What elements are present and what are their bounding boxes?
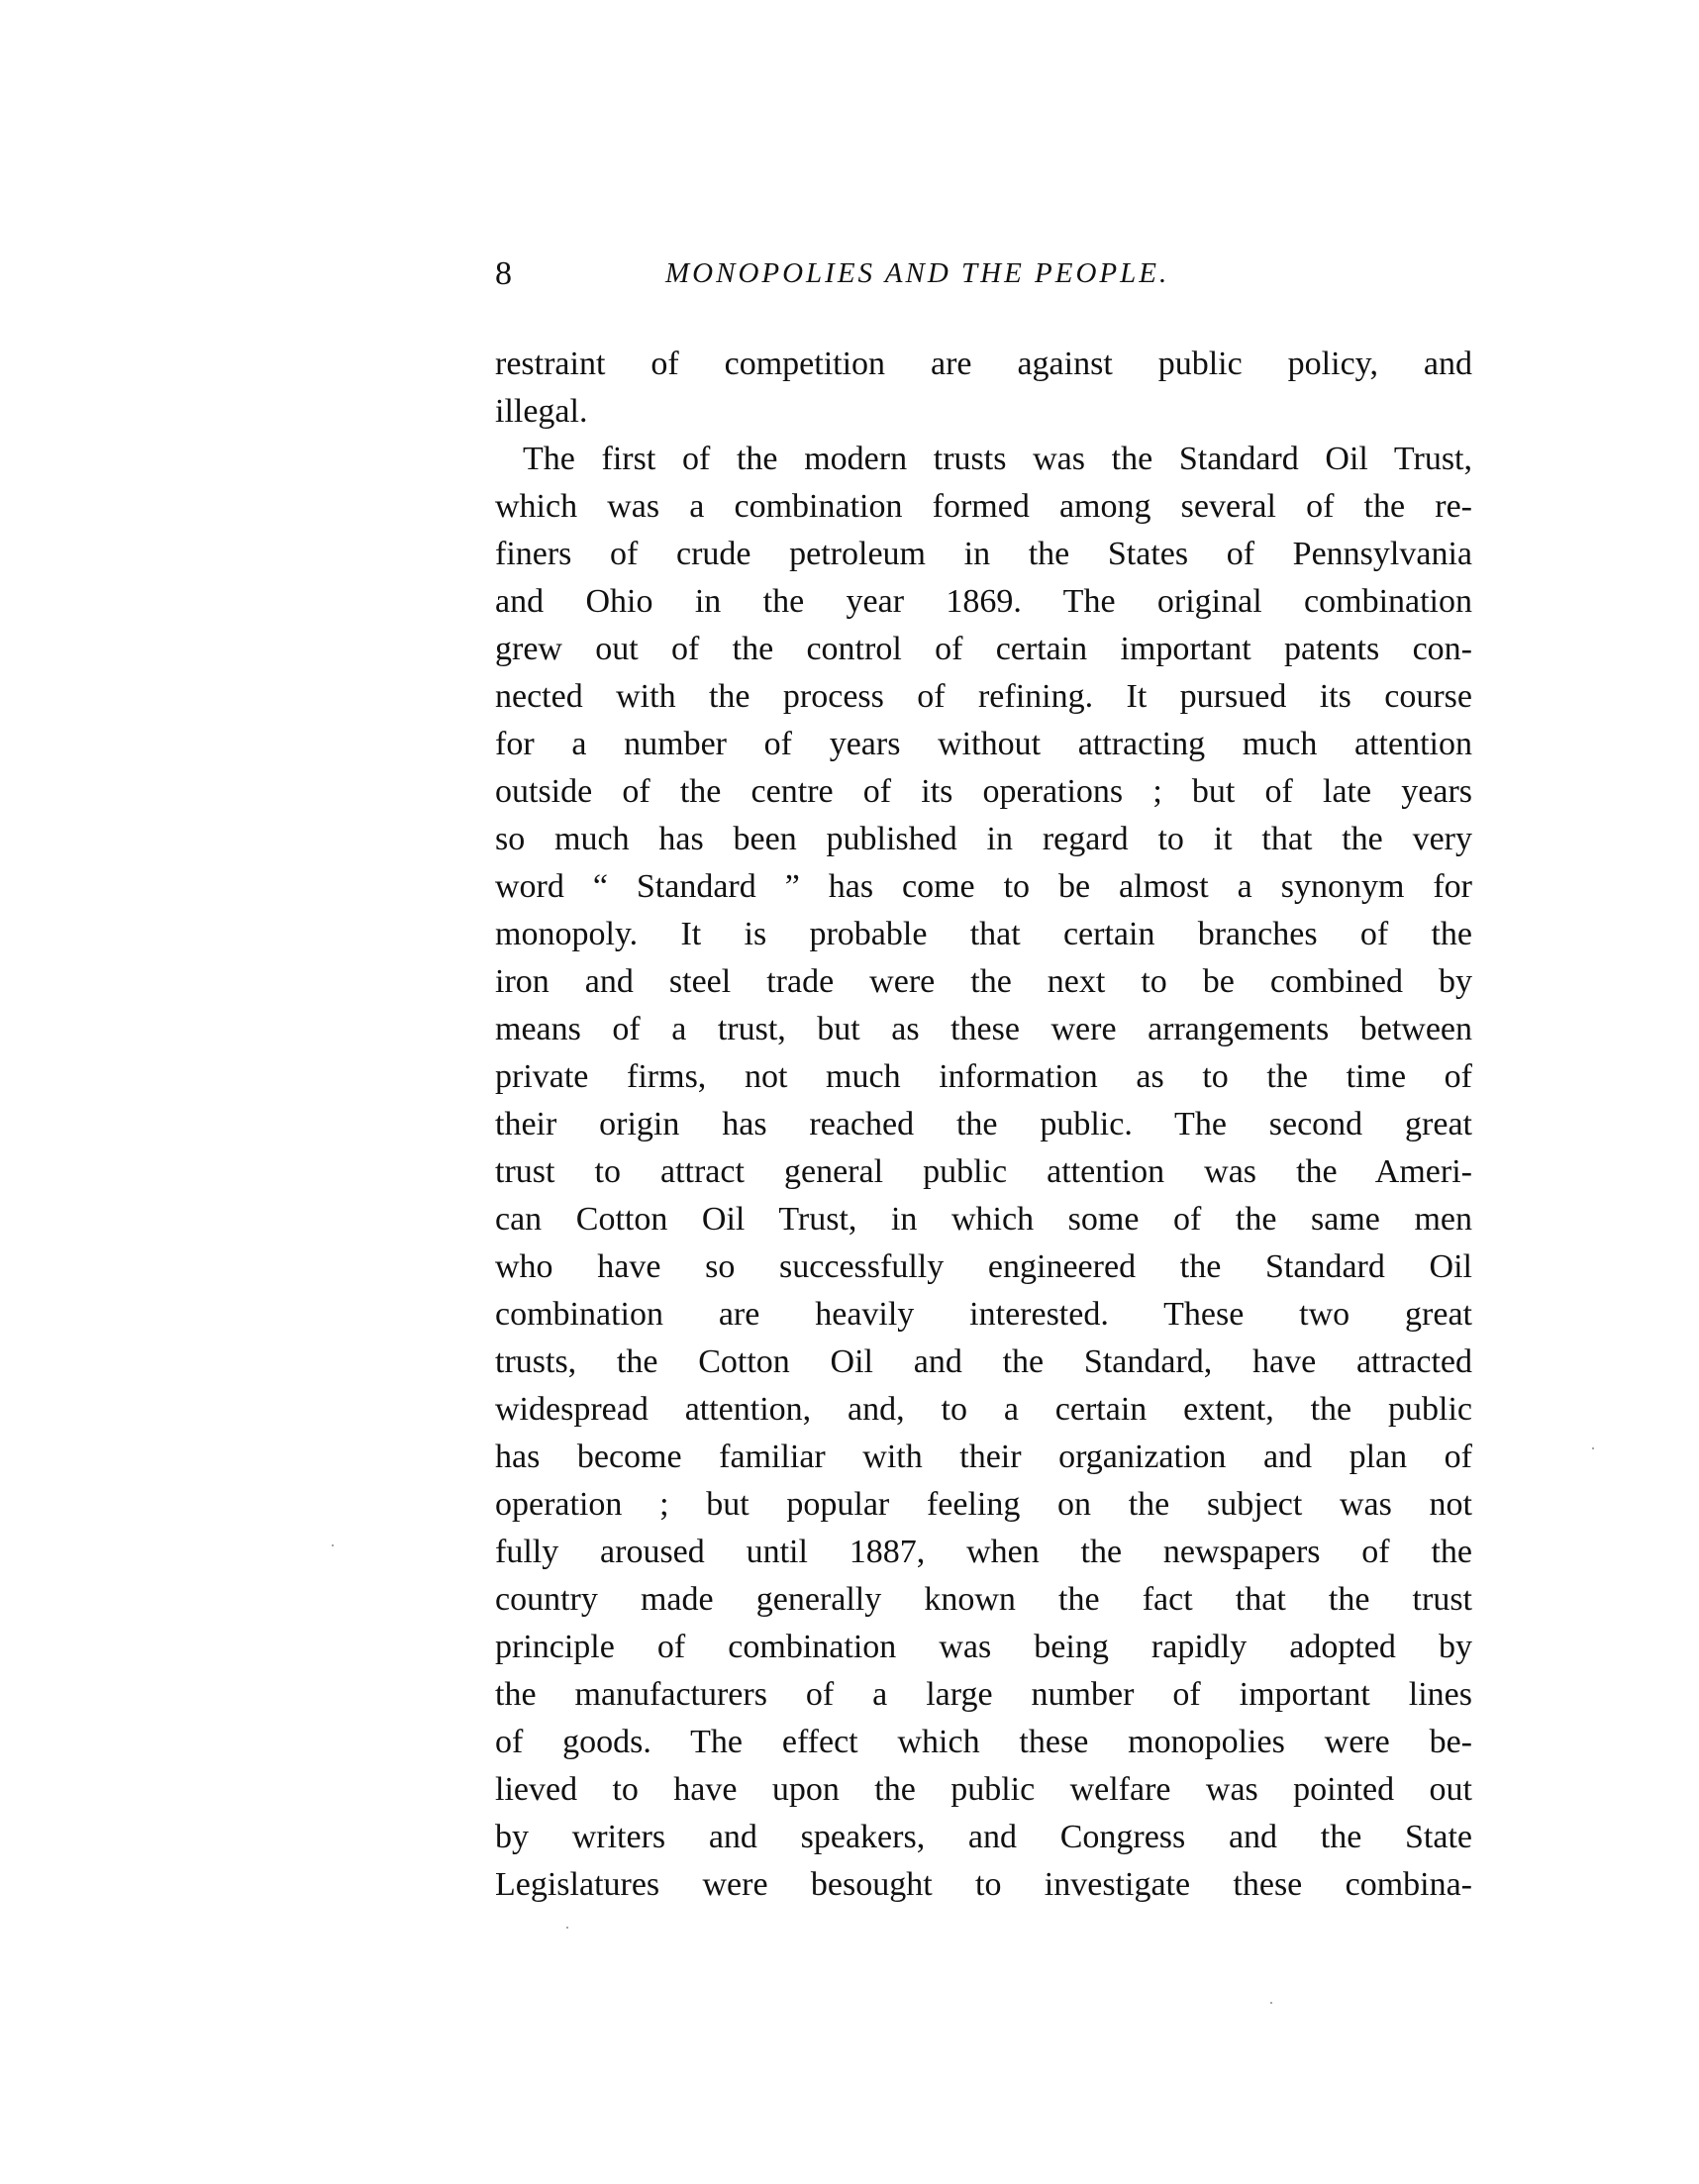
text-line: lieved to have upon the public welfare was pointed out <box>495 1771 1472 1808</box>
text-line: Legislatures were besought to investigate these combina- <box>495 1866 1472 1903</box>
text-line: has become familiar with their organization and plan of <box>495 1439 1472 1475</box>
text-line: finers of crude petroleum in the States of Pennsylvania <box>495 536 1472 572</box>
scan-speck <box>1270 2002 1272 2004</box>
text-line: can Cotton Oil Trust, in which some of the same men <box>495 1201 1472 1238</box>
text-line: monopoly. It is probable that certain branches of the <box>495 916 1472 952</box>
text-line: illegal. <box>495 393 588 430</box>
text-line: by writers and speakers, and Congress and the State <box>495 1819 1472 1855</box>
page-number: 8 <box>495 255 512 292</box>
text-line: restraint of competition are against public policy, and <box>495 346 1472 382</box>
running-title: MONOPOLIES AND THE PEOPLE. <box>665 257 1170 289</box>
text-line: which was a combination formed among several of the re- <box>495 488 1472 525</box>
text-line: widespread attention, and, to a certain extent, the public <box>495 1391 1472 1428</box>
running-header <box>495 255 1472 299</box>
text-line: for a number of years without attracting much attention <box>495 726 1472 762</box>
text-line: nected with the process of refining. It pursued its course <box>495 678 1472 715</box>
text-line: the manufacturers of a large number of important lines <box>495 1676 1472 1713</box>
text-line: who have so successfully engineered the Standard Oil <box>495 1248 1472 1285</box>
scan-speck <box>566 1927 568 1929</box>
scan-speck <box>332 1544 334 1546</box>
text-line: outside of the centre of its operations ; but of late years <box>495 773 1472 810</box>
text-line: word “ Standard ” has come to be almost a synonym for <box>495 868 1472 905</box>
body-text <box>495 341 1472 1909</box>
text-line: iron and steel trade were the next to be combined by <box>495 963 1472 1000</box>
text-line: operation ; but popular feeling on the subject was not <box>495 1486 1472 1523</box>
text-line: of goods. The effect which these monopolies were be- <box>495 1724 1472 1760</box>
text-line: their origin has reached the public. The second great <box>495 1106 1472 1142</box>
text-line: The first of the modern trusts was the Standard Oil Trust, <box>523 441 1472 477</box>
text-line: country made generally known the fact that the trust <box>495 1581 1472 1618</box>
text-line: combination are heavily interested. These two great <box>495 1296 1472 1333</box>
text-line: principle of combination was being rapidly adopted by <box>495 1629 1472 1665</box>
scan-speck <box>1592 1447 1594 1449</box>
text-line: grew out of the control of certain important patents con- <box>495 631 1472 667</box>
text-line: trust to attract general public attention was the Ameri- <box>495 1153 1472 1190</box>
text-line: fully aroused until 1887, when the newspapers of the <box>495 1534 1472 1570</box>
text-line: and Ohio in the year 1869. The original combination <box>495 583 1472 620</box>
text-line: so much has been published in regard to it that the very <box>495 821 1472 857</box>
text-line: means of a trust, but as these were arrangements between <box>495 1011 1472 1047</box>
text-line: private firms, not much information as to the time of <box>495 1058 1472 1095</box>
text-line: trusts, the Cotton Oil and the Standard, have attracted <box>495 1343 1472 1380</box>
